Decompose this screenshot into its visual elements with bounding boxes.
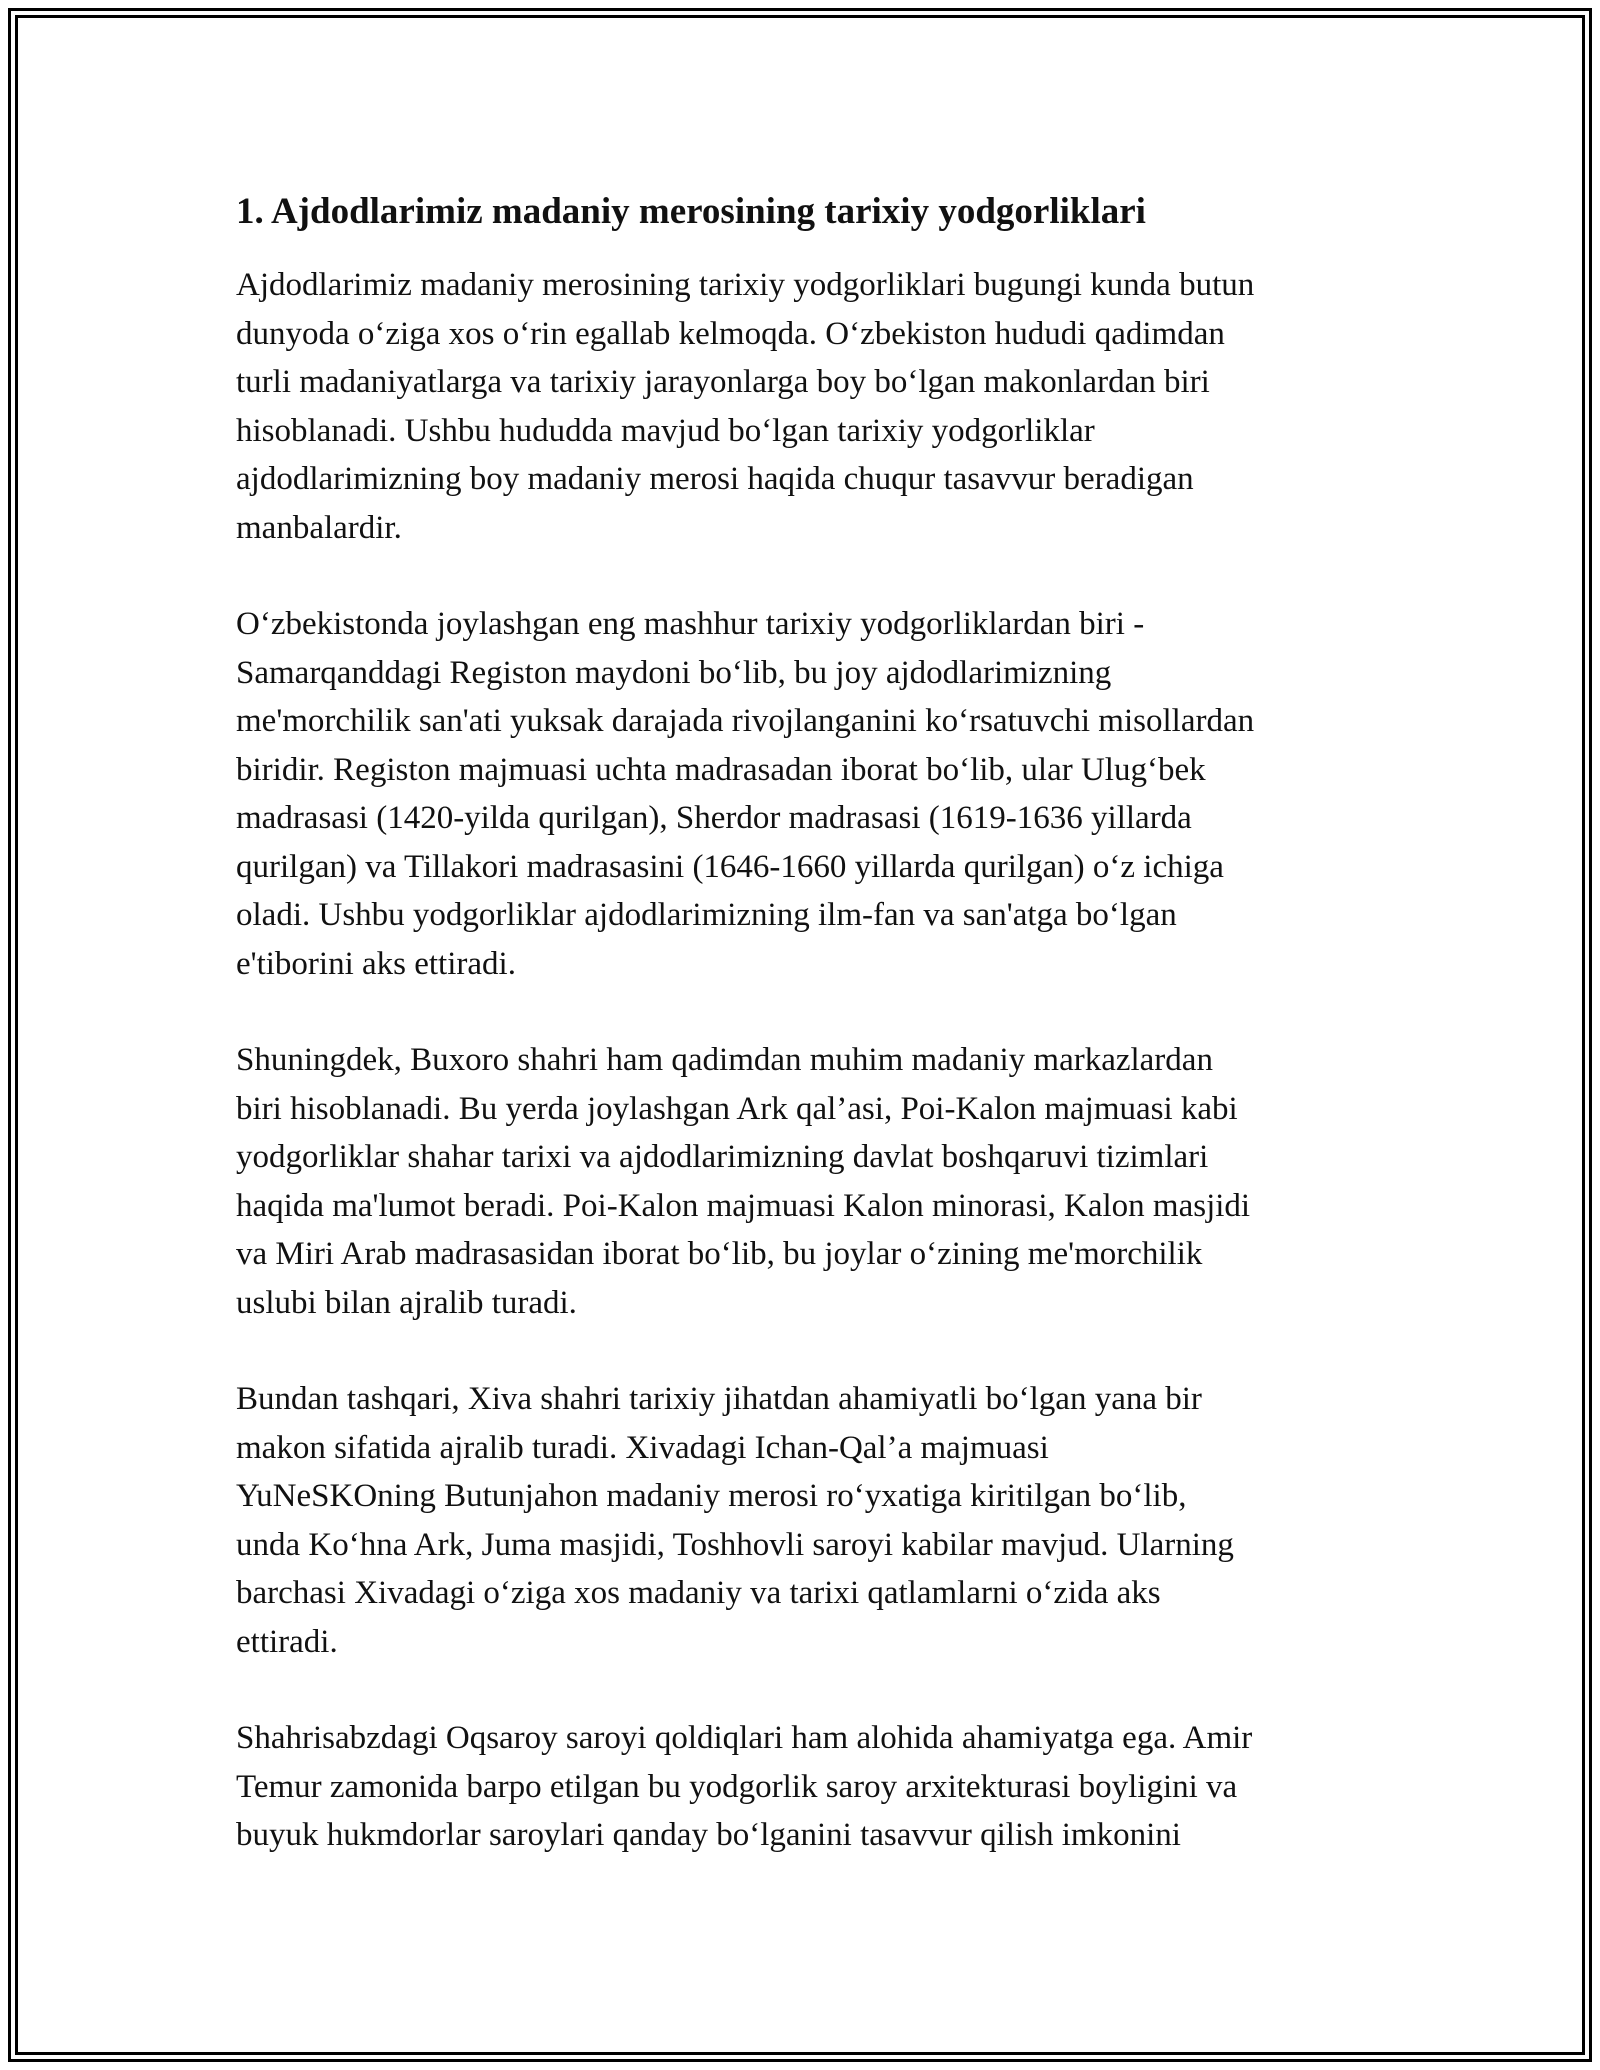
- text-line: madrasasi (1420-yilda qurilgan), Sherdor madrasasi (1619-1636 yillarda: [236, 800, 1192, 836]
- text-line: ajdodlarimizning boy madaniy merosi haqida chuqur tasavvur beradigan: [236, 461, 1194, 497]
- text-line: haqida ma'lumot beradi. Poi-Kalon majmuasi Kalon minorasi, Kalon masjidi: [236, 1187, 1251, 1224]
- text-line: biridir. Registon majmuasi uchta madrasadan iborat bo‘lib, ular Ulug‘bek: [236, 751, 1206, 788]
- text-line: YuNeSKOning Butunjahon madaniy merosi ro‘yxatiga kiritilgan bo‘lib,: [236, 1478, 1187, 1514]
- text-line: va Miri Arab madrasasidan iborat bo‘lib, bu joylar o‘zining me'morchilik: [236, 1236, 1203, 1272]
- text-line: dunyoda o‘ziga xos o‘rin egallab kelmoqda. O‘zbekiston hududi qadimdan: [236, 315, 1225, 352]
- text-line: Shahrisabzdagi Oqsaroy saroyi qoldiqlari ham alohida ahamiyatga ega. Amir: [236, 1720, 1253, 1756]
- paragraph-intro: [236, 261, 1376, 552]
- text-line: barchasi Xivadagi o‘ziga xos madaniy va tarixi qatlamlarni o‘zida aks: [236, 1575, 1161, 1611]
- text-line: Ajdodlarimiz madaniy merosining tarixiy yodgorliklari bugungi kunda butun: [236, 267, 1255, 303]
- text-line: qurilgan) va Tillakori madrasasini (1646-1660 yillarda qurilgan) o‘z ichiga: [236, 848, 1224, 885]
- paragraph-buxoro: [236, 1036, 1376, 1327]
- section-title: 1. Ajdodlarimiz madaniy merosining tarixiy yodgorliklari: [236, 191, 1146, 232]
- text-line: unda Ko‘hna Ark, Juma masjidi, Toshhovli saroyi kabilar mavjud. Ularning: [236, 1526, 1234, 1563]
- text-line: e'tiborini aks ettiradi.: [236, 945, 516, 982]
- text-line: turli madaniyatlarga va tarixiy jarayonlarga boy bo‘lgan makonlardan biri: [236, 364, 1210, 400]
- text-line: oladi. Ushbu yodgorliklar ajdodlarimizning ilm-fan va san'atga bo‘lgan: [236, 897, 1177, 933]
- text-line: Temur zamonida barpo etilgan bu yodgorlik saroy arxitekturasi boyligini va: [236, 1768, 1238, 1805]
- text-line: ettiradi.: [236, 1623, 338, 1660]
- paragraph-xiva: [236, 1375, 1376, 1666]
- paragraph-registon: [236, 600, 1376, 988]
- text-line: Shuningdek, Buxoro shahri ham qadimdan muhim madaniy markazlardan: [236, 1042, 1213, 1078]
- text-line: buyuk hukmdorlar saroylari qanday bo‘lganini tasavvur qilish imkonini: [236, 1817, 1181, 1853]
- text-line: uslubi bilan ajralib turadi.: [236, 1284, 577, 1321]
- text-line: biri hisoblanadi. Bu yerda joylashgan Ark qal’asi, Poi-Kalon majmuasi kabi: [236, 1090, 1238, 1127]
- paragraph-shahrisabz: [236, 1714, 1376, 1860]
- text-line: manbalardir.: [236, 509, 402, 546]
- text-line: me'morchilik san'ati yuksak darajada rivojlanganini ko‘rsatuvchi misollardan: [236, 703, 1255, 739]
- text-line: yodgorliklar shahar tarixi va ajdodlarimizning davlat boshqaruvi tizimlari: [236, 1139, 1209, 1175]
- text-line: Samarqanddagi Registon maydoni bo‘lib, bu joy ajdodlarimizning: [236, 654, 1112, 691]
- text-line: makon sifatida ajralib turadi. Xivadagi Ichan-Qal’a majmuasi: [236, 1429, 1049, 1466]
- document-body: [236, 186, 1376, 1908]
- text-line: Bundan tashqari, Xiva shahri tarixiy jihatdan ahamiyatli bo‘lgan yana bir: [236, 1381, 1202, 1417]
- text-line: hisoblanadi. Ushbu hududda mavjud bo‘lgan tarixiy yodgorliklar: [236, 412, 1095, 449]
- text-line: O‘zbekistonda joylashgan eng mashhur tarixiy yodgorliklardan biri -: [236, 606, 1145, 642]
